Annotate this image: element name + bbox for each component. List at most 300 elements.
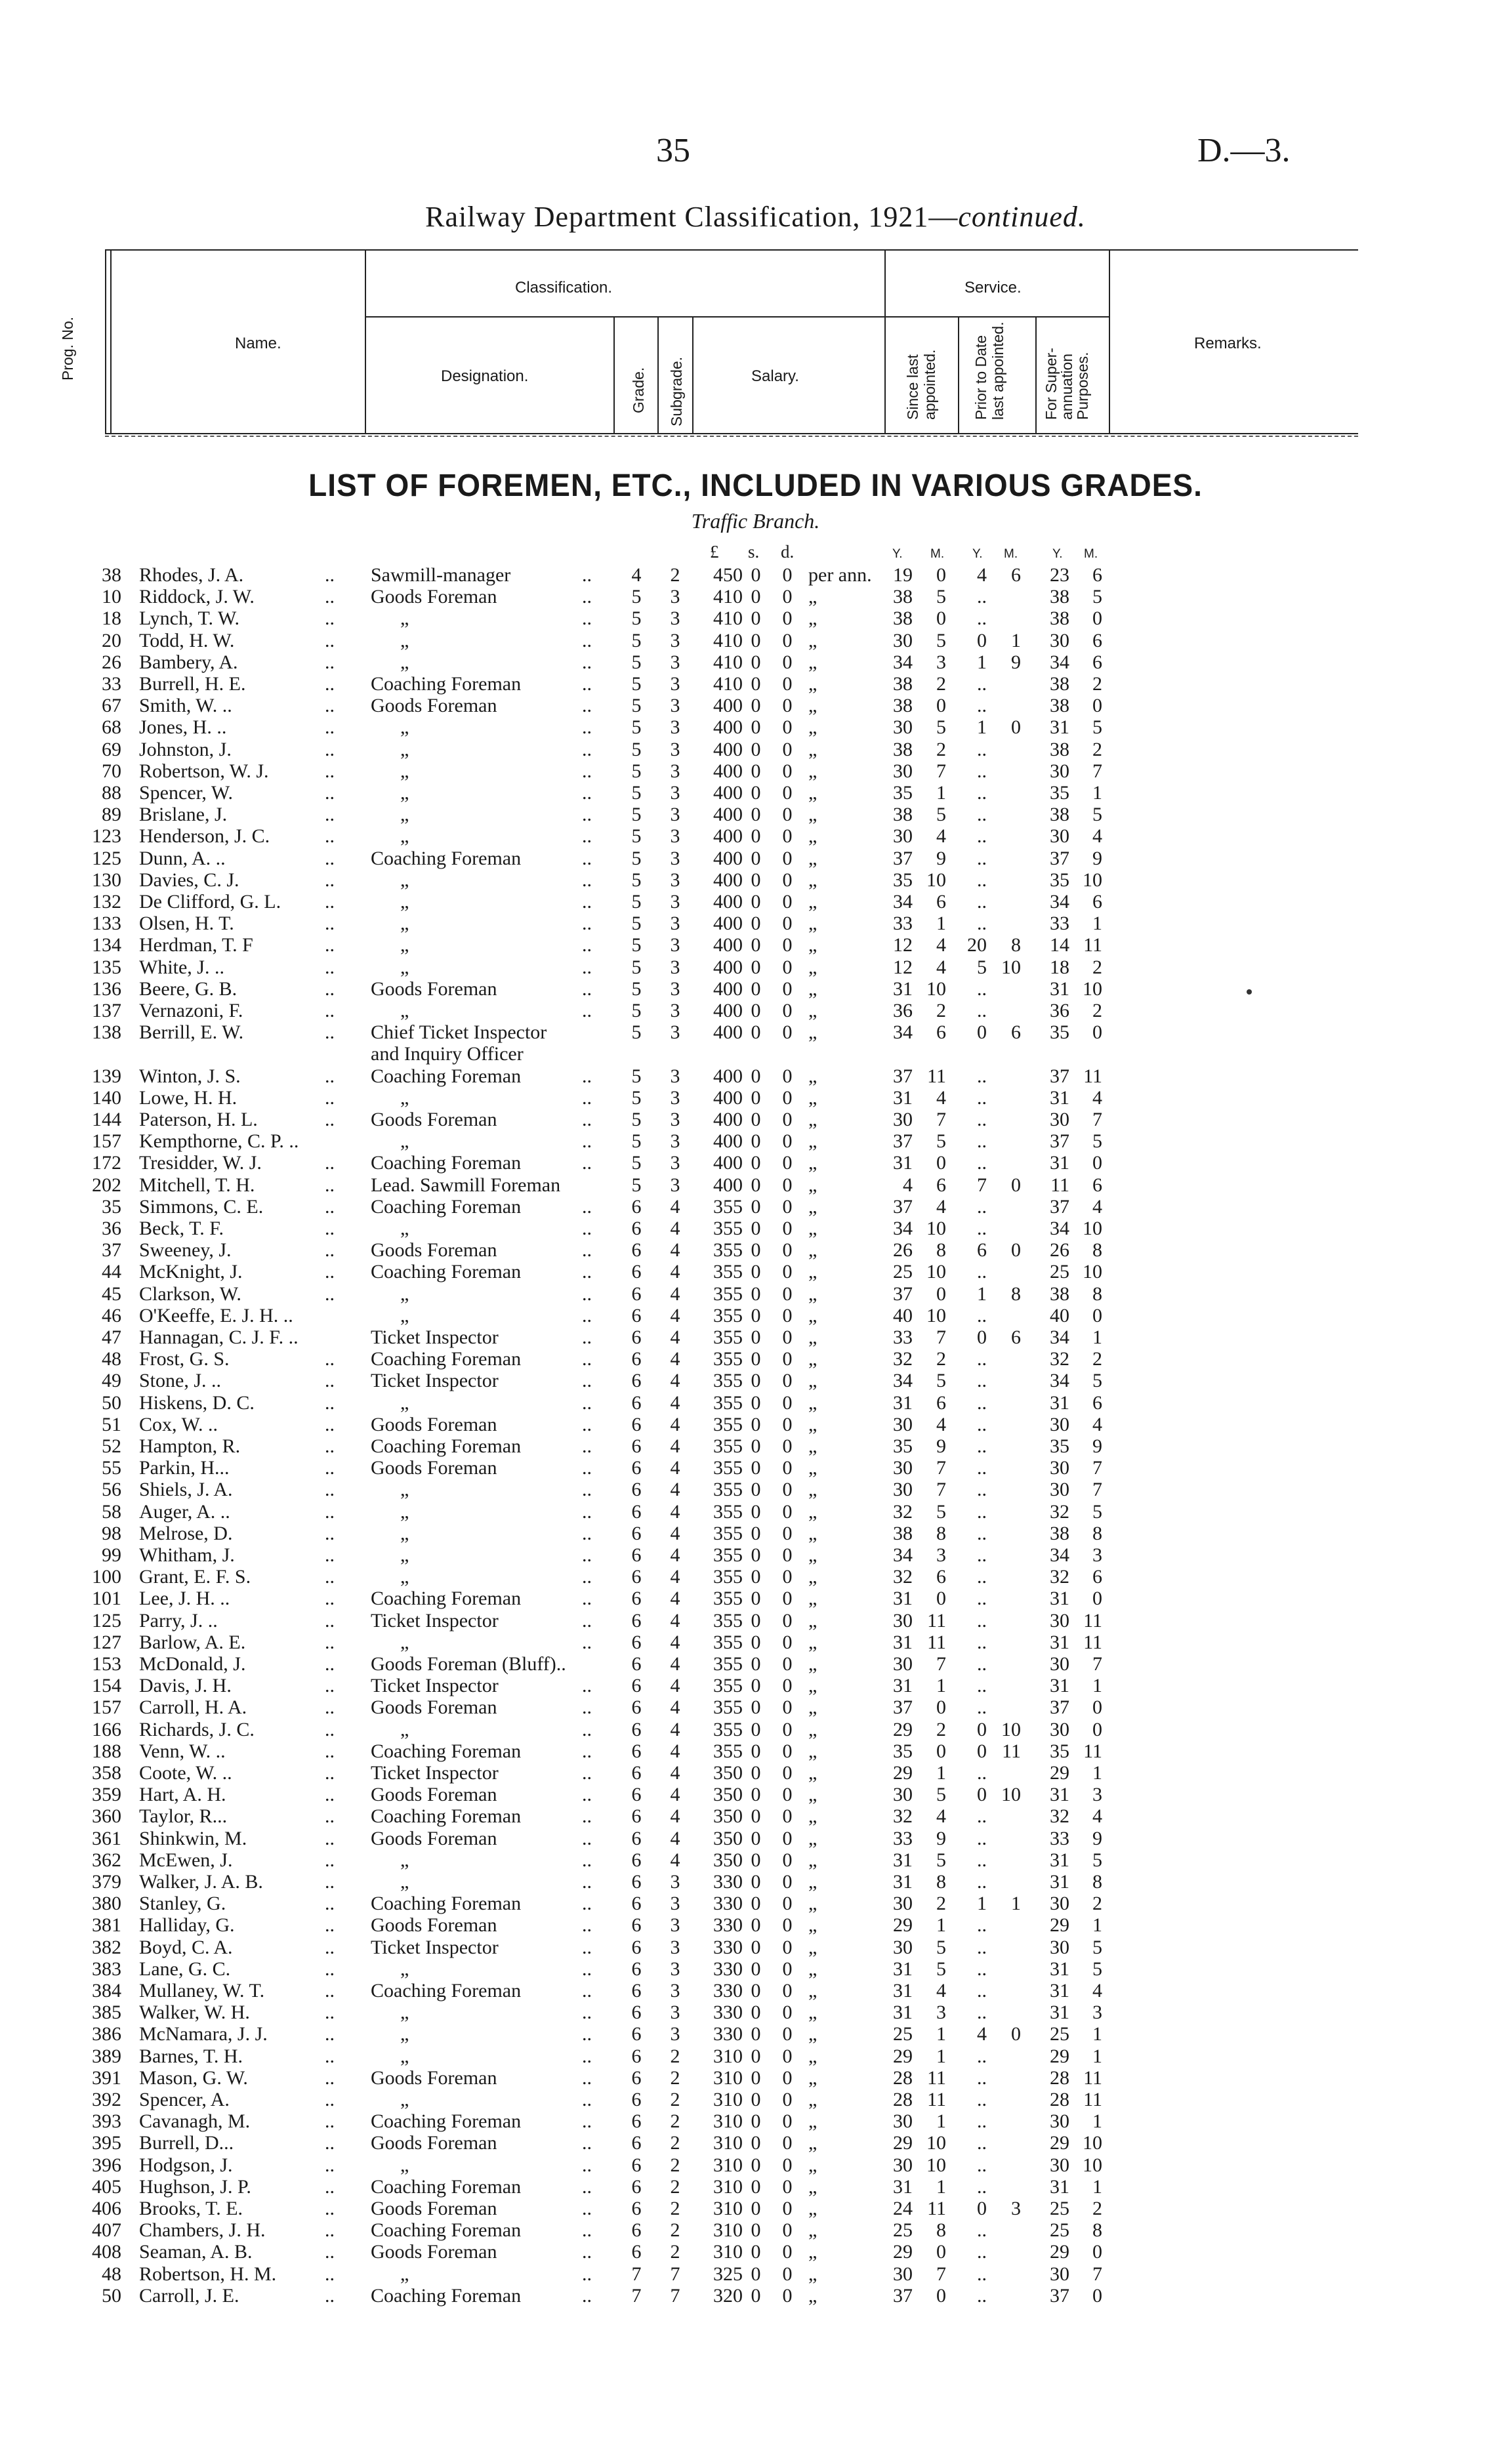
table-row (0, 1087, 1511, 1109)
name: Clarkson, W. (139, 1283, 241, 1305)
since-months: 0 (936, 695, 946, 717)
name: Venn, W. .. (139, 1740, 226, 1762)
since-months: 10 (926, 1218, 946, 1239)
since-months: 5 (936, 1849, 946, 1871)
prog-no: 136 (92, 977, 121, 1000)
designation: Ticket Inspector (371, 1326, 499, 1348)
leader-dots: .. (582, 1326, 592, 1348)
salary-shillings: 0 (751, 2284, 761, 2307)
salary-pence: 0 (782, 1370, 793, 1392)
since-months: 6 (936, 1174, 946, 1196)
subgrade: 4 (670, 1304, 680, 1326)
since-years: 28 (893, 2089, 913, 2110)
salary-shillings: 0 (751, 1631, 761, 1653)
salary-pence: 0 (782, 2284, 793, 2307)
since-years: 30 (893, 2110, 913, 2133)
grade: 6 (631, 1544, 642, 1566)
salary-pence: 0 (782, 804, 793, 826)
salary-pounds: 400 (713, 934, 743, 956)
since-years: 30 (893, 1109, 913, 1130)
leader-dots: .. (582, 1827, 592, 1849)
designation: „ (371, 1522, 409, 1544)
salary-pence: 0 (782, 1239, 793, 1262)
super-months: 11 (1083, 1609, 1102, 1632)
leader-dots: .. (582, 1479, 592, 1501)
leader-dots: .. (325, 1718, 335, 1740)
salary-period: „ (808, 1936, 818, 1958)
prog-no: 358 (92, 1762, 121, 1784)
super-years: 34 (1050, 1218, 1069, 1239)
salary-period: „ (808, 1500, 818, 1523)
super-months: 4 (1092, 1086, 1102, 1109)
grade: 6 (631, 1435, 642, 1457)
salary-shillings: 0 (751, 913, 761, 935)
subgrade: 2 (670, 2132, 680, 2154)
since-months: 8 (936, 1239, 946, 1262)
super-years: 35 (1050, 1740, 1069, 1762)
prog-no: 89 (102, 804, 121, 826)
super-months: 0 (1092, 1718, 1102, 1740)
salary-shillings: 0 (751, 1871, 761, 1893)
prior-years: .. (977, 1261, 987, 1283)
prior-years: .. (977, 977, 987, 1000)
leader-dots: .. (582, 1457, 592, 1479)
salary-pence: 0 (782, 1696, 793, 1719)
super-years: 14 (1050, 934, 1069, 956)
since-months: 10 (926, 977, 946, 1000)
name: Hiskens, D. C. (139, 1391, 255, 1414)
salary-pence: 0 (782, 1457, 793, 1479)
salary-pence: 0 (782, 607, 793, 630)
leader-dots: .. (325, 1500, 335, 1523)
name: McDonald, J. (139, 1653, 246, 1675)
designation: „ (371, 760, 409, 782)
super-months: 11 (1083, 1065, 1102, 1087)
since-months: 1 (936, 782, 946, 804)
salary-shillings: 0 (751, 1740, 761, 1762)
leader-dots: .. (325, 2045, 335, 2067)
leader-dots: .. (582, 1566, 592, 1588)
grade: 6 (631, 1261, 642, 1283)
salary-pence: 0 (782, 1130, 793, 1153)
since-months: 4 (936, 1413, 946, 1435)
subgrade: 3 (670, 913, 680, 935)
subgrade: 3 (670, 825, 680, 848)
name: Mason, G. W. (139, 2066, 248, 2089)
header-rule-v3 (884, 249, 886, 434)
name: Hodgson, J. (139, 2154, 233, 2176)
designation: Ticket Inspector (371, 1936, 499, 1958)
grade: 6 (631, 1805, 642, 1828)
designation: „ (371, 1500, 409, 1523)
leader-dots: .. (325, 1849, 335, 1871)
designation: Goods Foreman (371, 977, 497, 1000)
leader-dots: .. (325, 1522, 335, 1544)
salary-pounds: 400 (713, 1130, 743, 1153)
salary-pence: 0 (782, 913, 793, 935)
designation: „ (371, 716, 409, 739)
since-months: 11 (927, 1631, 946, 1653)
super-months: 4 (1092, 1805, 1102, 1828)
leader-dots: .. (582, 629, 592, 651)
name: Herdman, T. F (139, 934, 253, 956)
since-years: 31 (893, 1086, 913, 1109)
super-months: 10 (1083, 1218, 1102, 1239)
prior-years: 6 (977, 1239, 987, 1262)
super-years: 34 (1050, 1544, 1069, 1566)
grade: 5 (631, 586, 642, 608)
super-months: 1 (1092, 1675, 1102, 1697)
super-months: 6 (1092, 629, 1102, 651)
super-years: 30 (1050, 1457, 1069, 1479)
leader-dots: .. (582, 1980, 592, 2002)
designation: Goods Foreman (371, 1239, 497, 1262)
table-row (0, 1283, 1511, 1305)
prog-no: 382 (92, 1936, 121, 1958)
name: Olsen, H. T. (139, 913, 234, 935)
salary-shillings: 0 (751, 1762, 761, 1784)
salary-shillings: 0 (751, 607, 761, 630)
designation: Goods Foreman (371, 1784, 497, 1806)
since-months: 0 (936, 1740, 946, 1762)
leader-dots: .. (582, 695, 592, 717)
designation: Goods Foreman (371, 1109, 497, 1130)
since-months: 0 (936, 607, 946, 630)
salary-shillings: 0 (751, 564, 761, 586)
salary-pence: 0 (782, 1849, 793, 1871)
since-years: 34 (893, 1544, 913, 1566)
designation: „ (371, 804, 409, 826)
salary-pence: 0 (782, 1958, 793, 1980)
designation: „ (371, 913, 409, 935)
table-row (0, 630, 1511, 651)
leader-dots: .. (582, 760, 592, 782)
leader-dots: .. (325, 2284, 335, 2307)
since-years: 38 (893, 586, 913, 608)
designation: „ (371, 1631, 409, 1653)
designation: Goods Foreman (371, 2066, 497, 2089)
grade: 5 (631, 782, 642, 804)
subgrade: 3 (670, 782, 680, 804)
name: Burrell, D... (139, 2132, 234, 2154)
salary-pence: 0 (782, 825, 793, 848)
super-months: 0 (1092, 1021, 1102, 1044)
page-title (0, 200, 1511, 234)
super-years: 32 (1050, 1348, 1069, 1370)
since-years: 25 (893, 2023, 913, 2045)
grade: 5 (631, 891, 642, 913)
salary-shillings: 0 (751, 2154, 761, 2176)
name: Shiels, J. A. (139, 1479, 233, 1501)
salary-pence: 0 (782, 1000, 793, 1021)
salary-pounds: 400 (713, 977, 743, 1000)
leader-dots: .. (325, 869, 335, 891)
subgrade: 4 (670, 1261, 680, 1283)
since-years: 29 (893, 1762, 913, 1784)
leader-dots: .. (325, 1109, 335, 1130)
prog-no: 392 (92, 2089, 121, 2110)
prior-years: .. (977, 1457, 987, 1479)
prog-no: 68 (102, 716, 121, 739)
salary-shillings: 0 (751, 1893, 761, 1915)
prog-no: 56 (102, 1479, 121, 1501)
table-row (0, 956, 1511, 978)
salary-period: „ (808, 1065, 818, 1087)
super-years: 38 (1050, 586, 1069, 608)
salary-pounds: 400 (713, 869, 743, 891)
prog-no: 406 (92, 2198, 121, 2219)
salary-pence: 0 (782, 1195, 793, 1218)
name: Walker, J. A. B. (139, 1871, 263, 1893)
leader-dots: .. (325, 956, 335, 978)
subgrade: 3 (670, 2002, 680, 2024)
leader-dots: .. (582, 891, 592, 913)
salary-period: „ (808, 2175, 818, 2198)
table-row (0, 586, 1511, 607)
leader-dots: .. (582, 1609, 592, 1632)
leader-dots: .. (325, 1283, 335, 1305)
since-months: 10 (926, 2132, 946, 2154)
prior-years: .. (977, 891, 987, 913)
prior-years: .. (977, 1588, 987, 1610)
leader-dots: .. (325, 2175, 335, 2198)
super-years: 38 (1050, 673, 1069, 695)
since-years: 30 (893, 825, 913, 848)
leader-dots: .. (325, 1435, 335, 1457)
grade: 6 (631, 2045, 642, 2067)
salary-pounds: 330 (713, 1914, 743, 1937)
salary-pounds: 310 (713, 2198, 743, 2219)
salary-shillings: 0 (751, 1457, 761, 1479)
since-years: 31 (893, 1152, 913, 1174)
designation: „ (371, 1304, 409, 1326)
prog-no: 380 (92, 1893, 121, 1915)
grade: 5 (631, 651, 642, 673)
super-months: 0 (1092, 1304, 1102, 1326)
prior-years: .. (977, 1348, 987, 1370)
name: Coote, W. .. (139, 1762, 232, 1784)
leader-dots: .. (325, 1065, 335, 1087)
prior-years: .. (977, 1653, 987, 1675)
prior-years: .. (977, 1065, 987, 1087)
prog-no: 391 (92, 2066, 121, 2089)
leader-dots: .. (582, 1762, 592, 1784)
designation: Goods Foreman (371, 586, 497, 608)
salary-shillings: 0 (751, 1522, 761, 1544)
designation: Coaching Foreman (371, 1893, 522, 1915)
table-row (0, 1326, 1511, 1348)
salary-shillings: 0 (751, 1218, 761, 1239)
since-years: 31 (893, 1675, 913, 1697)
grade: 6 (631, 1522, 642, 1544)
salary-period: „ (808, 1479, 818, 1501)
prior-years: .. (977, 2284, 987, 2307)
salary-shillings: 0 (751, 1696, 761, 1719)
leader-dots: .. (582, 2110, 592, 2133)
since-months: 4 (936, 825, 946, 848)
salary-period: „ (808, 804, 818, 826)
super-years: 34 (1050, 651, 1069, 673)
salary-pounds: 400 (713, 716, 743, 739)
salary-pounds: 355 (713, 1479, 743, 1501)
leader-dots: .. (325, 1827, 335, 1849)
salary-shillings: 0 (751, 2219, 761, 2242)
super-years: 38 (1050, 804, 1069, 826)
salary-pounds: 400 (713, 913, 743, 935)
super-months: 5 (1092, 1500, 1102, 1523)
name: Parry, J. .. (139, 1609, 218, 1632)
prog-no: 385 (92, 2002, 121, 2024)
grade: 5 (631, 1000, 642, 1021)
prog-no: 144 (92, 1109, 121, 1130)
designation: „ (371, 2263, 409, 2285)
leader-dots: .. (582, 1152, 592, 1174)
salary-pounds: 400 (713, 760, 743, 782)
prior-years: 1 (977, 1283, 987, 1305)
designation: „ (371, 1218, 409, 1239)
designation: Ticket Inspector (371, 1675, 499, 1697)
since-months: 7 (936, 760, 946, 782)
prior-years: .. (977, 847, 987, 869)
grade: 6 (631, 2241, 642, 2263)
subgrade: 3 (670, 1152, 680, 1174)
leader-dots: .. (325, 651, 335, 673)
prog-no: 395 (92, 2132, 121, 2154)
leader-dots: .. (582, 913, 592, 935)
salary-period: „ (808, 1283, 818, 1305)
leader-dots: .. (582, 1696, 592, 1719)
since-years: 30 (893, 629, 913, 651)
salary-pence: 0 (782, 738, 793, 760)
salary-period: „ (808, 1239, 818, 1262)
name: Dunn, A. .. (139, 847, 226, 869)
super-years: 32 (1050, 1566, 1069, 1588)
name: Stanley, G. (139, 1893, 226, 1915)
super-years: 35 (1050, 1435, 1069, 1457)
salary-pounds: 400 (713, 1109, 743, 1130)
super-years: 28 (1050, 2066, 1069, 2089)
name: Davies, C. J. (139, 869, 239, 891)
subgrade: 7 (670, 2263, 680, 2285)
subgrade: 3 (670, 1958, 680, 1980)
since-months: 1 (936, 1675, 946, 1697)
salary-pounds: 310 (713, 2045, 743, 2067)
unit-since-months: M. (930, 547, 945, 561)
salary-pounds: 350 (713, 1827, 743, 1849)
grade: 6 (631, 1849, 642, 1871)
leader-dots: .. (325, 2089, 335, 2110)
table-row (0, 1392, 1511, 1414)
prog-no: 362 (92, 1849, 121, 1871)
super-years: 29 (1050, 2045, 1069, 2067)
prog-no: 134 (92, 934, 121, 956)
name: Lowe, H. H. (139, 1086, 238, 1109)
salary-shillings: 0 (751, 2198, 761, 2219)
prior-years: .. (977, 2132, 987, 2154)
since-months: 11 (927, 1609, 946, 1632)
salary-pounds: 350 (713, 1762, 743, 1784)
header-designation: Designation. (441, 367, 529, 385)
table-row (0, 2241, 1511, 2263)
prog-no: 46 (102, 1304, 121, 1326)
name: Cavanagh, M. (139, 2110, 251, 2133)
prior-years: .. (977, 586, 987, 608)
super-months: 8 (1092, 1522, 1102, 1544)
salary-pounds: 325 (713, 2263, 743, 2285)
prior-months: 8 (1011, 1283, 1021, 1305)
table-row (0, 673, 1511, 695)
super-years: 37 (1050, 847, 1069, 869)
name: Beere, G. B. (139, 977, 238, 1000)
prog-no: 50 (102, 1391, 121, 1414)
name: Riddock, J. W. (139, 586, 255, 608)
since-years: 30 (893, 1936, 913, 1958)
salary-pounds: 400 (713, 891, 743, 913)
prog-no: 360 (92, 1805, 121, 1828)
super-months: 4 (1092, 1980, 1102, 2002)
since-months: 6 (936, 1021, 946, 1044)
since-years: 31 (893, 977, 913, 1000)
prior-years: .. (977, 1479, 987, 1501)
super-years: 31 (1050, 1784, 1069, 1806)
since-years: 37 (893, 847, 913, 869)
super-years: 30 (1050, 1109, 1069, 1130)
name: Henderson, J. C. (139, 825, 270, 848)
salary-period: „ (808, 1544, 818, 1566)
since-years: 4 (903, 1174, 913, 1196)
leader-dots: .. (582, 1784, 592, 1806)
table-row (0, 2089, 1511, 2110)
super-months: 9 (1092, 1435, 1102, 1457)
since-months: 3 (936, 651, 946, 673)
table-row (0, 1435, 1511, 1457)
subgrade: 3 (670, 586, 680, 608)
subgrade: 3 (670, 1980, 680, 2002)
prior-months: 9 (1011, 651, 1021, 673)
leader-dots: .. (325, 629, 335, 651)
subgrade: 4 (670, 1849, 680, 1871)
unit-super-years: Y. (1052, 547, 1063, 561)
prog-no: 389 (92, 2045, 121, 2067)
leader-dots: .. (582, 1239, 592, 1262)
prior-years: .. (977, 1304, 987, 1326)
subgrade: 3 (670, 847, 680, 869)
prog-no: 98 (102, 1522, 121, 1544)
salary-shillings: 0 (751, 1348, 761, 1370)
subgrade: 4 (670, 1348, 680, 1370)
grade: 6 (631, 1609, 642, 1632)
super-years: 34 (1050, 1326, 1069, 1348)
subgrade: 4 (670, 1239, 680, 1262)
table-row (0, 1043, 1511, 1065)
salary-period: „ (808, 1740, 818, 1762)
salary-pounds: 400 (713, 738, 743, 760)
prior-years: .. (977, 738, 987, 760)
prog-no: 405 (92, 2175, 121, 2198)
salary-pence: 0 (782, 1500, 793, 1523)
designation: „ (371, 2023, 409, 2045)
super-years: 31 (1050, 1152, 1069, 1174)
salary-pounds: 310 (713, 2066, 743, 2089)
salary-period: „ (808, 1914, 818, 1937)
prog-no: 20 (102, 629, 121, 651)
since-months: 9 (936, 1435, 946, 1457)
salary-pounds: 355 (713, 1653, 743, 1675)
leader-dots: .. (325, 1871, 335, 1893)
header-rule-prior (1035, 316, 1037, 434)
table-row (0, 1675, 1511, 1696)
subgrade: 4 (670, 1784, 680, 1806)
